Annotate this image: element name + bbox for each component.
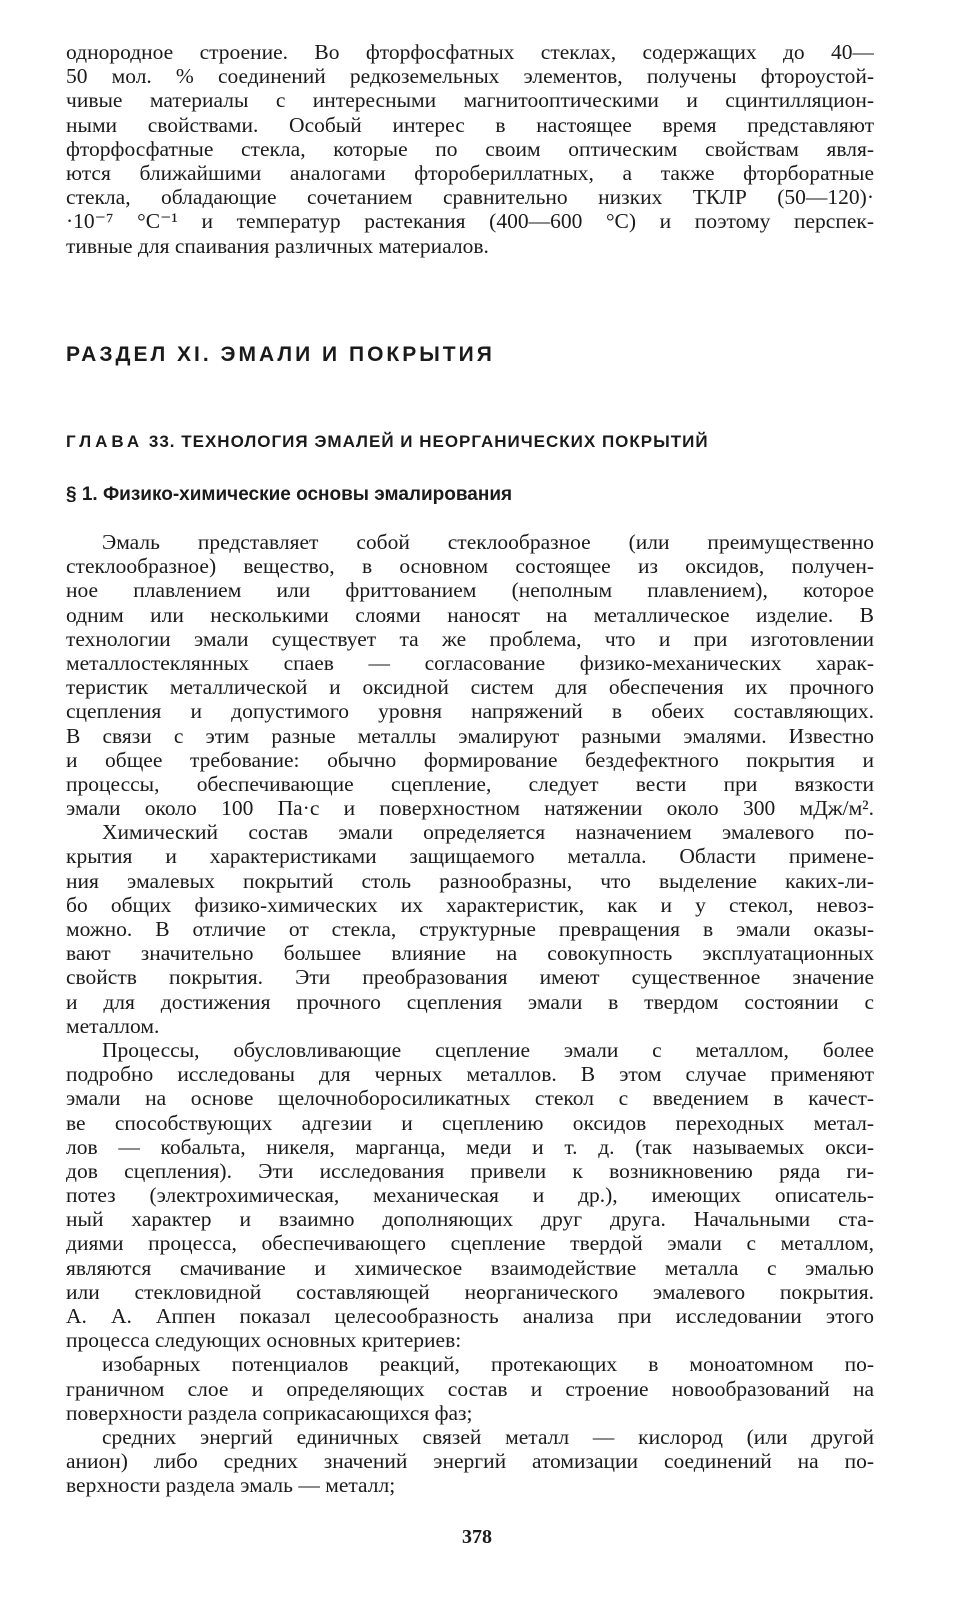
text-line: однородное строение. Во фторфосфатных стеклах, содержащих до 40—: [66, 40, 874, 64]
section-title: РАЗДЕЛ XI. ЭМАЛИ И ПОКРЫТИЯ: [66, 343, 495, 366]
text-line: граничном слое и определяющих состав и строение новообразований на: [66, 1376, 874, 1401]
text-line: фторфосфатные стекла, которые по своим оптическим свойствам явля-: [66, 136, 874, 161]
text-line: ния эмалевых покрытий столь разнообразны, что выделение каких-ли-: [66, 868, 874, 893]
text-line: анион) либо средних значений энергий атомизации соединений на по-: [66, 1449, 874, 1474]
text-line: и для достижения прочного сцепления эмали в твердом состоянии с: [66, 989, 874, 1014]
text-line: ными свойствами. Особый интерес в настоящее время представляют: [66, 112, 874, 137]
text-line: стеклообразное) вещество, в основном состоящее из оксидов, получен-: [66, 554, 874, 579]
intro-text: [66, 40, 874, 258]
text-line: эмали на основе щелочноборосиликатных стекол с введением в качест-: [66, 1086, 874, 1111]
text-line: эмали около 100 Па·с и поверхностном натяжении около 300 мДж/м².: [66, 796, 874, 821]
chapter-label: ГЛАВА: [66, 432, 144, 451]
text-line: тивные для спаивания различных материалов.: [66, 233, 489, 258]
paragraph-title: § 1. Физико-химические основы эмалирования: [66, 484, 513, 505]
chapter-title: [66, 432, 709, 452]
text-line: металлостеклянных спаев — согласование физико-механических харак-: [66, 650, 874, 675]
paragraph: [66, 1038, 874, 1352]
body-text: [66, 530, 874, 1498]
text-line: 50 мол. % соединений редкоземельных элементов, получены фтороустой-: [66, 64, 874, 89]
text-line: ве способствующих адгезии и сцеплению оксидов переходных метал-: [66, 1110, 874, 1135]
text-line: чивые материалы с интересными магнитооптическими и сцинтилляцион-: [66, 88, 874, 113]
list-item: [66, 1352, 874, 1425]
text-line: изобарных потенциалов реакций, протекающих в моноатомном по-: [102, 1352, 874, 1377]
text-line: ·10⁻⁷ °С⁻¹ и температур растекания (400—600 °С) и поэтому перспек-: [66, 209, 874, 234]
text-line: или стекловидной составляющей неорганического эмалевого покрытия.: [66, 1279, 874, 1304]
text-line: ются ближайшими аналогами фторобериллатных, а также фторборатные: [66, 160, 874, 185]
text-line: стекла, обладающие сочетанием сравнительно низких ТКЛР (50—120)·: [66, 185, 874, 210]
text-line: бо общих физико-химических их характеристик, как и у стекол, невоз-: [66, 892, 874, 917]
page-number: 378: [462, 1526, 492, 1548]
text-line: и общее требование: обычно формирование бездефектного покрытия и: [66, 747, 874, 772]
text-line: диями процесса, обеспечивающего сцепление твердой эмали с металлом,: [66, 1231, 874, 1256]
text-line: вают значительно большее влияние на совокупность эксплуатационных: [66, 941, 874, 966]
text-line: поверхности раздела соприкасающихся фаз;: [66, 1400, 473, 1425]
text-line: процессы, обеспечивающие сцепление, следует вести при вязкости: [66, 771, 874, 796]
text-line: являются смачивание и химическое взаимодействие металла с эмалью: [66, 1255, 874, 1280]
text-line: Эмаль представляет собой стеклообразное (или преимущественно: [102, 530, 874, 554]
text-line: процесса следующих основных критериев:: [66, 1328, 462, 1353]
text-line: крытия и характеристиками защищаемого металла. Области примене-: [66, 844, 874, 869]
text-line: Процессы, обусловливающие сцепление эмали с металлом, более: [102, 1037, 874, 1062]
text-line: верхности раздела эмаль — металл;: [66, 1473, 396, 1498]
paragraph: [66, 820, 874, 1038]
text-line: А. А. Аппен показал целесообразность анализа при исследовании этого: [66, 1304, 874, 1328]
list-item: [66, 1425, 874, 1498]
text-line: ный характер и взаимно дополняющих друг друга. Начальными ста-: [66, 1207, 874, 1232]
chapter-name: 33. ТЕХНОЛОГИЯ ЭМАЛЕЙ И НЕОРГАНИЧЕСКИХ ПОКРЫТИЙ: [148, 432, 709, 451]
text-line: свойств покрытия. Эти преобразования имеют существенное значение: [66, 965, 874, 990]
text-line: средних энергий единичных связей металл — кислород (или другой: [102, 1424, 874, 1449]
text-line: можно. В отличие от стекла, структурные превращения в эмали оказы-: [66, 917, 874, 941]
text-line: подробно исследованы для черных металлов. В этом случае применяют: [66, 1062, 874, 1087]
text-line: сцепления и допустимого уровня напряжений в обеих составляющих.: [66, 699, 874, 724]
text-line: В связи с этим разные металлы эмалируют разными эмалями. Известно: [66, 723, 874, 748]
text-line: Химический состав эмали определяется назначением эмалевого по-: [102, 820, 874, 845]
text-line: дов сцепления). Эти исследования привели к возникновению ряда ги-: [66, 1158, 874, 1183]
text-line: лов — кобальта, никеля, марганца, меди и т. д. (так называемых окси-: [66, 1134, 874, 1159]
text-line: металлом.: [66, 1013, 160, 1038]
text-line: теристик металлической и оксидной систем для обеспечения их прочного: [66, 675, 874, 700]
text-line: потез (электрохимическая, механическая и др.), имеющих описатель-: [66, 1183, 874, 1208]
text-line: ное плавлением или фриттованием (неполным плавлением), которое: [66, 578, 874, 603]
paragraph: [66, 530, 874, 820]
text-line: технологии эмали существует та же проблема, что и при изготовлении: [66, 626, 874, 651]
text-line: одним или несколькими слоями наносят на металлическое изделие. В: [66, 602, 874, 627]
